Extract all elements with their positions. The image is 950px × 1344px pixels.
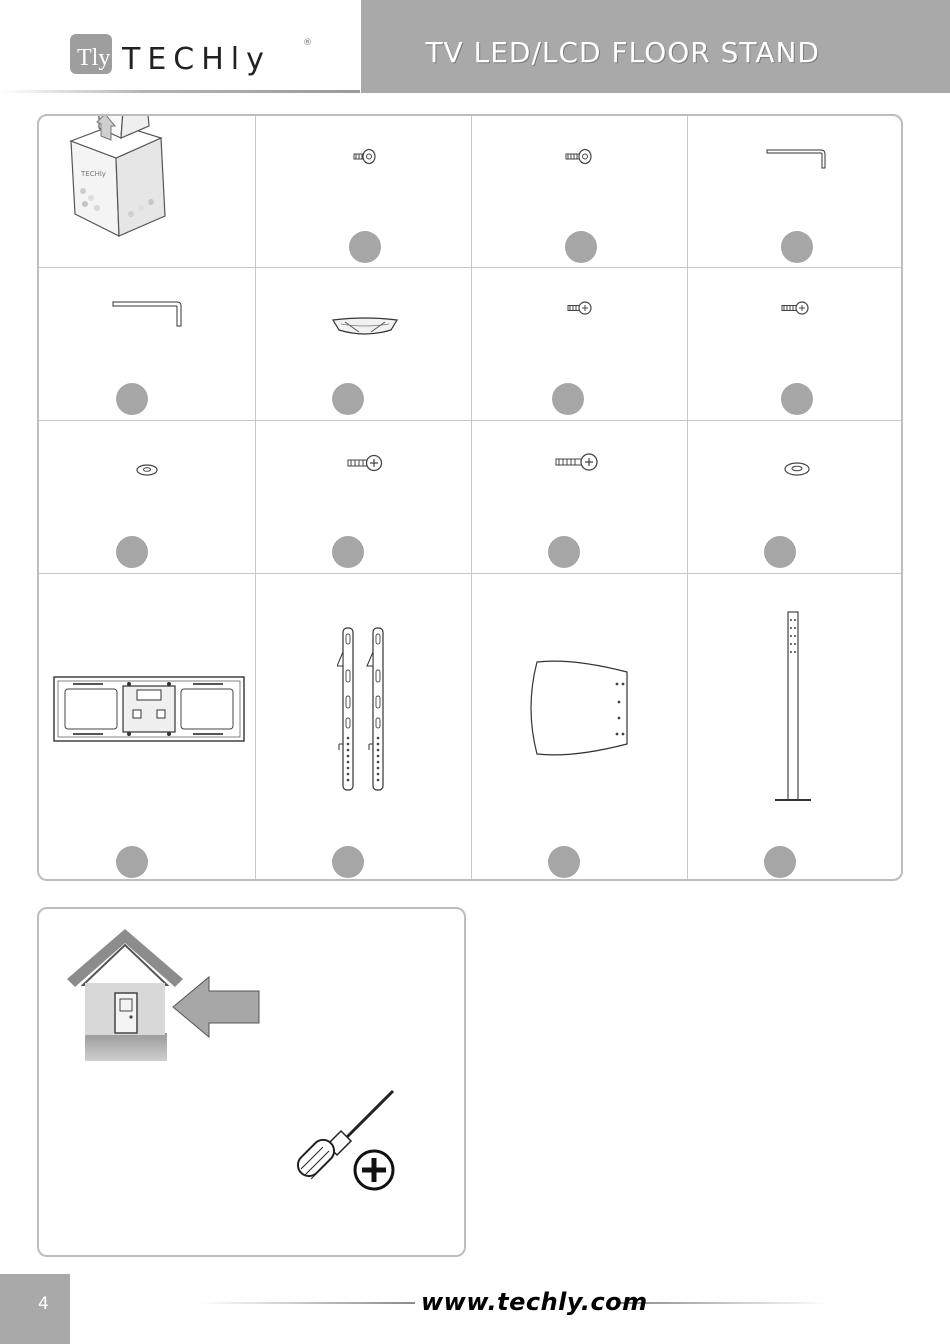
allen-key-icon — [765, 146, 829, 170]
part-number-badge — [332, 846, 364, 878]
part-cell — [471, 116, 687, 267]
screw-icon — [347, 453, 383, 473]
screw-icon — [781, 300, 811, 316]
part-number-badge — [565, 231, 597, 263]
footer-rule — [200, 1302, 415, 1304]
part-number-badge — [116, 383, 148, 415]
washer-icon — [783, 461, 811, 477]
part-cell — [687, 574, 903, 881]
brand-badge-text: Tly — [77, 45, 111, 71]
screw-icon — [353, 148, 377, 166]
phillips-plus-icon — [351, 1147, 397, 1193]
washer-icon — [135, 463, 159, 477]
page-number: 4 — [38, 1294, 49, 1314]
part-cell — [39, 421, 255, 573]
part-number-badge — [781, 383, 813, 415]
allen-key-icon — [111, 298, 187, 328]
part-cell — [255, 421, 471, 573]
part-number-badge — [781, 231, 813, 263]
part-cell — [39, 116, 255, 267]
part-cell — [687, 421, 903, 573]
part-number-badge — [116, 536, 148, 568]
footer-rule — [620, 1302, 830, 1304]
brand-wordmark: TECHly — [122, 42, 271, 77]
part-number-badge — [548, 846, 580, 878]
svg-text:TECHly: TECHly — [81, 170, 106, 178]
screw-icon — [567, 300, 593, 316]
page-number-tab — [0, 1274, 70, 1344]
part-cell — [471, 574, 687, 881]
part-cell — [687, 268, 903, 420]
part-number-badge — [764, 846, 796, 878]
part-cell — [255, 268, 471, 420]
parts-grid — [37, 114, 903, 881]
part-number-badge — [332, 536, 364, 568]
cable-clip-icon — [331, 314, 399, 340]
tools-panel — [37, 907, 466, 1257]
indoor-use-icon — [63, 927, 263, 1063]
footer-url[interactable]: www.techly.com — [421, 1288, 648, 1316]
part-number-badge — [548, 536, 580, 568]
part-cell — [255, 574, 471, 881]
pole-icon — [773, 610, 813, 806]
part-number-badge — [764, 536, 796, 568]
part-number-badge — [116, 846, 148, 878]
part-cell — [687, 116, 903, 267]
part-cell — [471, 421, 687, 573]
part-cell — [39, 574, 255, 881]
part-cell — [255, 116, 471, 267]
part-number-badge — [332, 383, 364, 415]
wall-plate-icon — [53, 676, 245, 742]
box-icon — [61, 114, 171, 246]
registered-mark: ® — [303, 38, 312, 48]
part-cell — [471, 268, 687, 420]
page-title: TV LED/LCD FLOOR STAND — [425, 36, 820, 69]
part-number-badge — [552, 383, 584, 415]
brand-logo — [0, 0, 360, 92]
header-rule — [0, 90, 360, 93]
part-cell — [39, 268, 255, 420]
shelf-icon — [527, 660, 631, 756]
screw-icon — [565, 148, 593, 166]
header-bar — [361, 0, 950, 93]
screw-icon — [555, 451, 599, 473]
mounting-arms-icon — [337, 626, 393, 792]
part-number-badge — [349, 231, 381, 263]
